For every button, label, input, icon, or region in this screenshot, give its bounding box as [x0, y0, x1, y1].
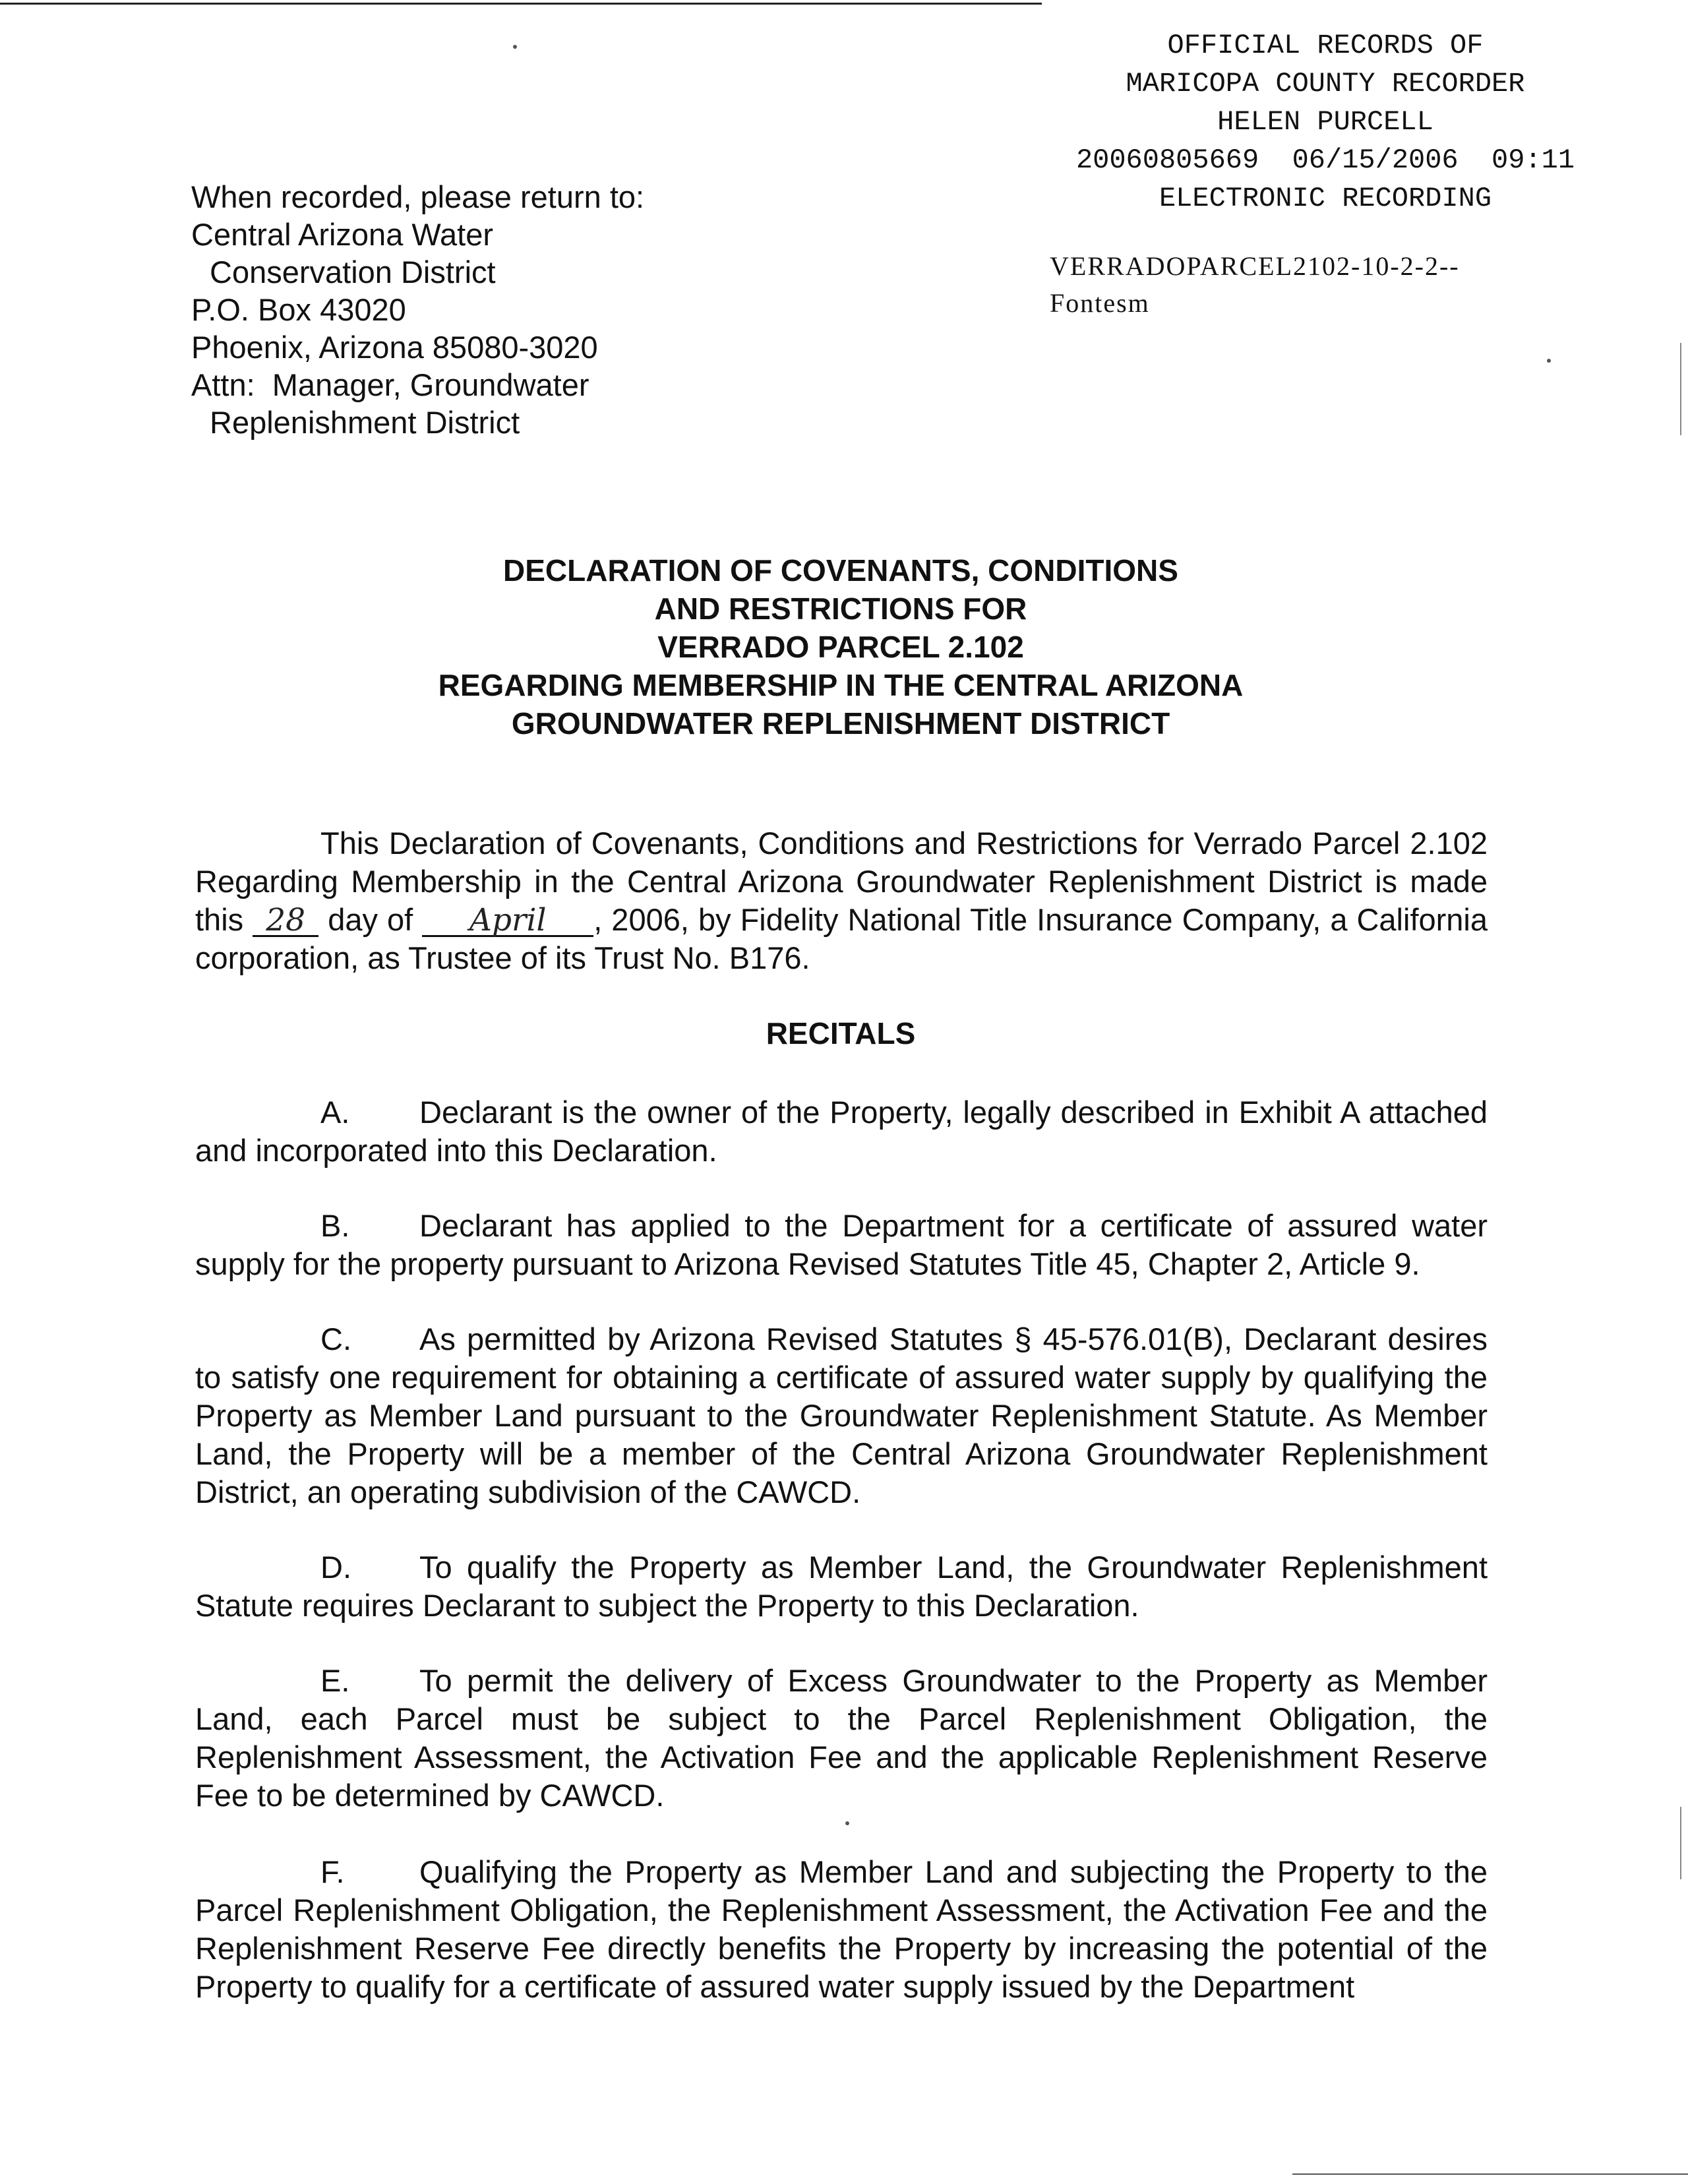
recital-letter: F.	[320, 1854, 345, 1889]
recital-text: Qualifying the Property as Member Land and subjecting the Property to the Parcel Replenishment Obligation, the Replenishment Assessment, the Activation Fee and the Replenishment Reserve Fee directly benefits the Property by increasing the potential of the Property to qualify for a certificate of assured water supply issued by the Department	[195, 1854, 1488, 2004]
return-address-line: When recorded, please return to:	[191, 179, 645, 214]
intro-paragraph	[195, 824, 1488, 977]
recital-letter: B.	[320, 1208, 350, 1243]
recital-paragraph	[195, 1093, 1488, 1170]
title-line: DECLARATION OF COVENANTS, CONDITIONS	[503, 553, 1178, 588]
return-address-line: Replenishment District	[210, 405, 520, 440]
scan-edge-line	[0, 3, 1042, 5]
scan-speck	[1547, 359, 1551, 363]
recital-paragraph	[195, 1662, 1488, 1815]
scan-speck	[845, 1821, 849, 1825]
recitals-heading: RECITALS	[766, 1016, 916, 1050]
recording-code	[1050, 248, 1460, 322]
recital-paragraph	[195, 1320, 1488, 1511]
intro-text: This Declaration of Covenants, Conditions and Restrictions for Verrado Parcel 2.102 Regarding Membership in the Central Arizona Groundwater Replenishment District is made this	[195, 826, 1488, 937]
title-line: GROUNDWATER REPLENISHMENT DISTRICT	[511, 706, 1170, 741]
scan-speck	[513, 45, 517, 49]
return-address-line: P.O. Box 43020	[191, 292, 406, 327]
recorder-line: HELEN PURCELL	[1217, 106, 1433, 138]
recorder-line: OFFICIAL RECORDS OF	[1167, 30, 1484, 61]
return-address-line: Conservation District	[210, 255, 496, 289]
return-address-line: Attn: Manager, Groundwater	[191, 367, 589, 402]
recital-paragraph	[195, 1548, 1488, 1625]
handwritten-month: April	[422, 906, 593, 937]
intro-text: , 2006, by Fidelity National Title Insurance Company, a California corporation, as Trustee of its Trust No. B176.	[195, 902, 1488, 975]
recital-text: Declarant is the owner of the Property, legally described in Exhibit A attached and incorporated into this Declaration.	[195, 1095, 1488, 1168]
scan-edge-line	[1292, 2173, 1688, 2175]
return-address-line: Central Arizona Water	[191, 217, 493, 252]
recording-stamp	[1029, 26, 1622, 218]
recital-text: To qualify the Property as Member Land, the Groundwater Replenishment Statute requires Declarant to subject the Property to this Declaration.	[195, 1550, 1488, 1623]
recital-text: As permitted by Arizona Revised Statutes § 45-576.01(B), Declarant desires to satisfy one requirement for obtaining a certificate of assured water supply by qualifying the Property as Member Land pursuant to the Groundwater Replenishment Statute. As Member Land, the Property will be a member of the Central Arizona Groundwater Replenishment District, an operating subdivision of the CAWCD.	[195, 1321, 1488, 1509]
recording-number-line: 20060805669 06/15/2006 09:11	[1075, 144, 1575, 176]
title-line: VERRADO PARCEL 2.102	[657, 630, 1024, 664]
title-line: AND RESTRICTIONS FOR	[654, 592, 1027, 626]
recital-text: Declarant has applied to the Department for a certificate of assured water supply for the property pursuant to Arizona Revised Statutes Title 45, Chapter 2, Article 9.	[195, 1208, 1488, 1281]
recital-letter: E.	[320, 1663, 350, 1698]
recital-letter: C.	[320, 1321, 351, 1356]
document-title	[198, 551, 1484, 743]
return-address-line: Phoenix, Arizona 85080-3020	[191, 330, 598, 365]
return-address	[191, 178, 644, 441]
recording-code-line: VERRADOPARCEL2102-10-2-2--	[1050, 251, 1460, 281]
title-line: REGARDING MEMBERSHIP IN THE CENTRAL ARIZONA	[438, 668, 1244, 702]
recital-letter: A.	[320, 1095, 350, 1130]
handwritten-day: 28	[253, 906, 318, 937]
recorder-line: MARICOPA COUNTY RECORDER	[1126, 68, 1525, 100]
scan-margin-mark	[1680, 1807, 1681, 1879]
recital-text: To permit the delivery of Excess Groundwater to the Property as Member Land, each Parcel must be subject to the Parcel Replenishment Obligation, the Replenishment Assessment, the Activation Fee and the applicable Replenishment Reserve Fee to be determined by CAWCD.	[195, 1663, 1488, 1813]
recital-paragraph	[195, 1853, 1488, 2006]
recording-code-line: Fontesm	[1050, 288, 1150, 318]
recital-letter: D.	[320, 1550, 351, 1585]
recorder-line: ELECTRONIC RECORDING	[1159, 183, 1492, 214]
intro-text: day of	[328, 902, 413, 937]
scan-margin-mark	[1680, 343, 1681, 435]
recital-paragraph	[195, 1207, 1488, 1283]
